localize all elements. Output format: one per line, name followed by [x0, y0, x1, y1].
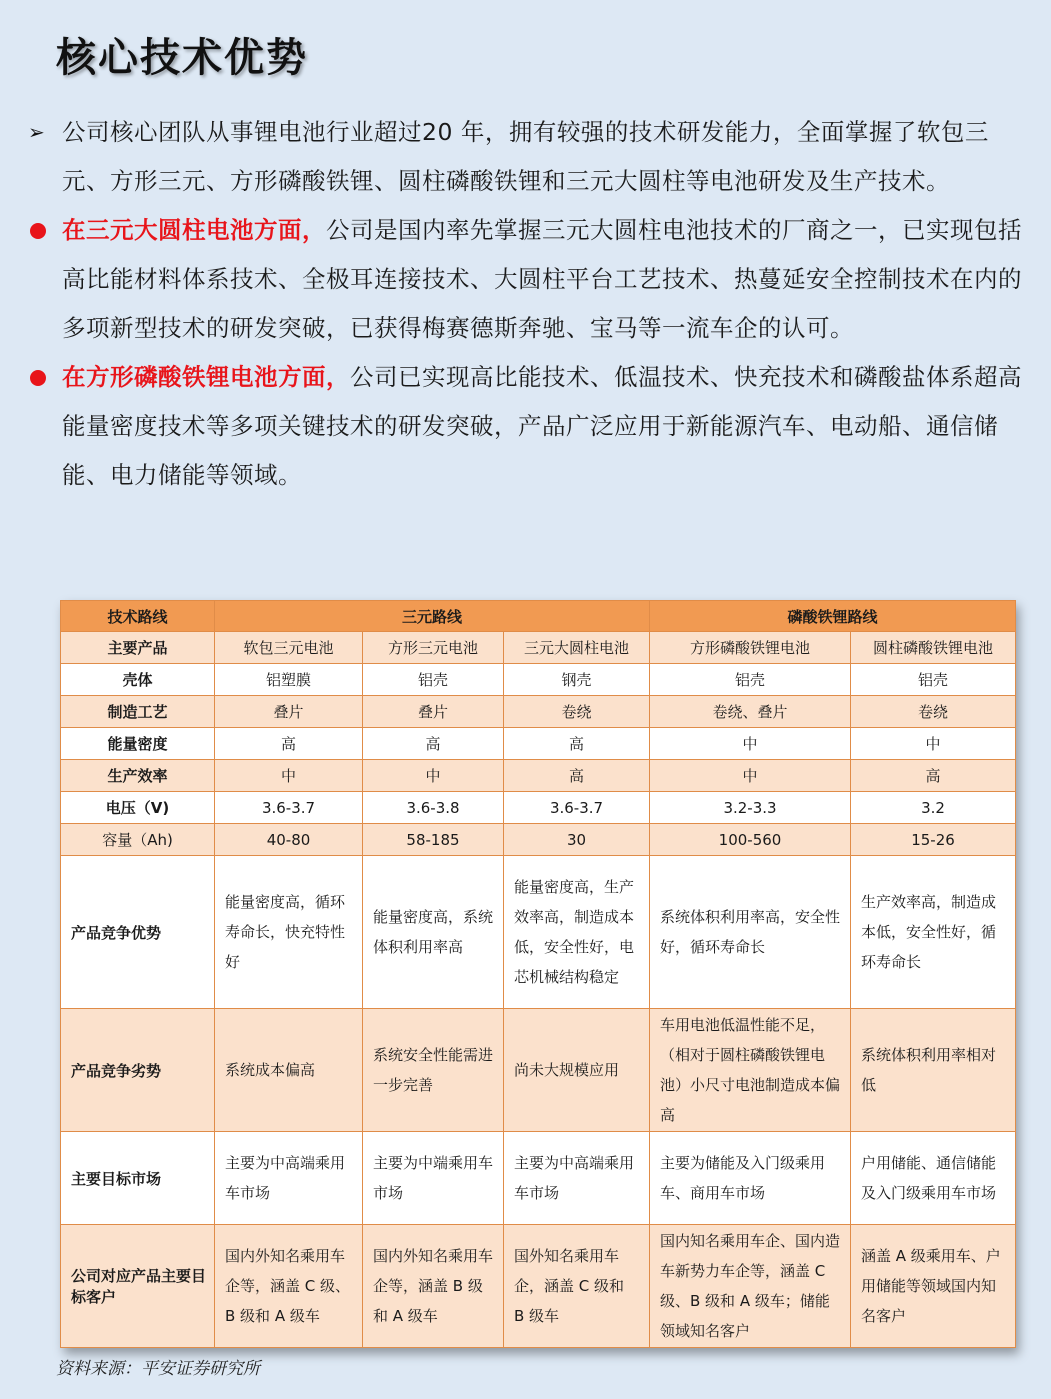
- table-cell: 中: [650, 728, 851, 760]
- table-cell: 系统体积利用率相对低: [851, 1009, 1016, 1132]
- table-cell: 涵盖 A 级乘用车、户用储能等领域国内知名客户: [851, 1225, 1016, 1348]
- source-note: 资料来源：平安证券研究所: [56, 1359, 260, 1379]
- bullet-list: [28, 108, 1028, 500]
- table-cell: 圆柱磷酸铁锂电池: [851, 632, 1016, 664]
- table-row: [61, 696, 1016, 728]
- table-cell: 中: [215, 760, 363, 792]
- table-cell: 高: [504, 760, 650, 792]
- table-cell: 铝壳: [363, 664, 504, 696]
- battery-comparison-table: [60, 600, 1016, 1348]
- table-cell: 尚未大规模应用: [504, 1009, 650, 1132]
- table-cell: 卷绕、叠片: [650, 696, 851, 728]
- page-title: 核心技术优势: [56, 34, 308, 81]
- table-cell: 系统体积利用率高，安全性好，循环寿命长: [650, 856, 851, 1009]
- table-row: [61, 632, 1016, 664]
- table-cell: 户用储能、通信储能及入门级乘用车市场: [851, 1132, 1016, 1225]
- table-cell: 能量密度高，循环寿命长，快充特性好: [215, 856, 363, 1009]
- row-label: 能量密度: [61, 728, 215, 760]
- bullet-text: 公司是国内率先掌握三元大圆柱电池技术的厂商之一，已实现包括高比能材料体系技术、全极耳连接技术、大圆柱平台工艺技术、热蔓延安全控制技术在内的多项新型技术的研发突破，已获得梅赛德斯奔驰、宝马等一流车企的认可。: [62, 216, 1022, 342]
- bullet-text: 公司核心团队从事锂电池行业超过20 年，拥有较强的技术研发能力，全面掌握了软包三元、方形三元、方形磷酸铁锂、圆柱磷酸铁锂和三元大圆柱等电池研发及生产技术。: [62, 118, 989, 195]
- bullet-item-1: [28, 108, 1028, 206]
- row-label: 产品竞争劣势: [61, 1009, 215, 1132]
- table-cell: 铝塑膜: [215, 664, 363, 696]
- table-cell: 高: [215, 728, 363, 760]
- red-dot-bullet-icon: [30, 370, 46, 386]
- table-cell: 国内外知名乘用车企等，涵盖 C 级、B 级和 A 级车: [215, 1225, 363, 1348]
- table-cell: 高: [504, 728, 650, 760]
- table-cell: 中: [650, 760, 851, 792]
- table-cell: 钢壳: [504, 664, 650, 696]
- table-cell: 叠片: [215, 696, 363, 728]
- table-cell: 叠片: [363, 696, 504, 728]
- header-ternary-route: 三元路线: [215, 601, 650, 632]
- table-cell: 软包三元电池: [215, 632, 363, 664]
- row-label: 容量（Ah): [61, 824, 215, 856]
- table-cell: 三元大圆柱电池: [504, 632, 650, 664]
- header-lfp-route: 磷酸铁锂路线: [650, 601, 1016, 632]
- bullet-highlight: 在方形磷酸铁锂电池方面，: [62, 363, 350, 391]
- table-cell: 15-26: [851, 824, 1016, 856]
- table-cell: 铝壳: [851, 664, 1016, 696]
- row-label: 生产效率: [61, 760, 215, 792]
- table-row: [61, 664, 1016, 696]
- table-cell: 能量密度高，生产效率高，制造成本低，安全性好，电芯机械结构稳定: [504, 856, 650, 1009]
- table-cell: 系统成本偏高: [215, 1009, 363, 1132]
- table-row: [61, 1009, 1016, 1132]
- table-cell: 方形磷酸铁锂电池: [650, 632, 851, 664]
- table-cell: 3.6-3.7: [215, 792, 363, 824]
- table-cell: 车用电池低温性能不足，（相对于圆柱磷酸铁锂电池）小尺寸电池制造成本偏高: [650, 1009, 851, 1132]
- row-label: 电压（V): [61, 792, 215, 824]
- table-cell: 100-560: [650, 824, 851, 856]
- table-cell: 高: [851, 760, 1016, 792]
- table-row: [61, 760, 1016, 792]
- table-cell: 国内外知名乘用车企等，涵盖 B 级和 A 级车: [363, 1225, 504, 1348]
- table-cell: 58-185: [363, 824, 504, 856]
- table-cell: 铝壳: [650, 664, 851, 696]
- table-cell: 系统安全性能需进一步完善: [363, 1009, 504, 1132]
- row-label: 壳体: [61, 664, 215, 696]
- table-cell: 主要为中高端乘用车市场: [215, 1132, 363, 1225]
- table-cell: 卷绕: [851, 696, 1016, 728]
- table-cell: 能量密度高，系统体积利用率高: [363, 856, 504, 1009]
- row-label: 主要目标市场: [61, 1132, 215, 1225]
- bullet-item-3: [28, 353, 1028, 500]
- arrow-bullet-icon: ➢: [28, 120, 46, 144]
- table-row: [61, 1225, 1016, 1348]
- table-row: [61, 792, 1016, 824]
- table-cell: 40-80: [215, 824, 363, 856]
- table-row: [61, 856, 1016, 1009]
- table-cell: 中: [851, 728, 1016, 760]
- row-label: 产品竞争优势: [61, 856, 215, 1009]
- table-cell: 30: [504, 824, 650, 856]
- table-cell: 国外知名乘用车企，涵盖 C 级和 B 级车: [504, 1225, 650, 1348]
- row-label: 公司对应产品主要目标客户: [61, 1225, 215, 1348]
- header-route: 技术路线: [61, 601, 215, 632]
- bullet-text: 公司已实现高比能技术、低温技术、快充技术和磷酸盐体系超高能量密度技术等多项关键技术的研发突破，产品广泛应用于新能源汽车、电动船、通信储能、电力储能等领域。: [62, 363, 1022, 489]
- table-row: [61, 824, 1016, 856]
- comparison-table-container: [60, 600, 1015, 1348]
- table-cell: 主要为中高端乘用车市场: [504, 1132, 650, 1225]
- table-cell: 国内知名乘用车企、国内造车新势力车企等，涵盖 C 级、B 级和 A 级车；储能领域知名客户: [650, 1225, 851, 1348]
- table-cell: 3.6-3.8: [363, 792, 504, 824]
- table-row: [61, 1132, 1016, 1225]
- bullet-highlight: 在三元大圆柱电池方面，: [62, 216, 326, 244]
- table-row: [61, 728, 1016, 760]
- table-cell: 3.2: [851, 792, 1016, 824]
- row-label: 制造工艺: [61, 696, 215, 728]
- bullet-item-2: [28, 206, 1028, 353]
- table-cell: 生产效率高，制造成本低，安全性好，循环寿命长: [851, 856, 1016, 1009]
- row-label: 主要产品: [61, 632, 215, 664]
- table-cell: 主要为储能及入门级乘用车、商用车市场: [650, 1132, 851, 1225]
- table-cell: 卷绕: [504, 696, 650, 728]
- red-dot-bullet-icon: [30, 223, 46, 239]
- table-cell: 主要为中端乘用车市场: [363, 1132, 504, 1225]
- table-cell: 3.2-3.3: [650, 792, 851, 824]
- table-cell: 方形三元电池: [363, 632, 504, 664]
- table-cell: 中: [363, 760, 504, 792]
- table-cell: 高: [363, 728, 504, 760]
- table-cell: 3.6-3.7: [504, 792, 650, 824]
